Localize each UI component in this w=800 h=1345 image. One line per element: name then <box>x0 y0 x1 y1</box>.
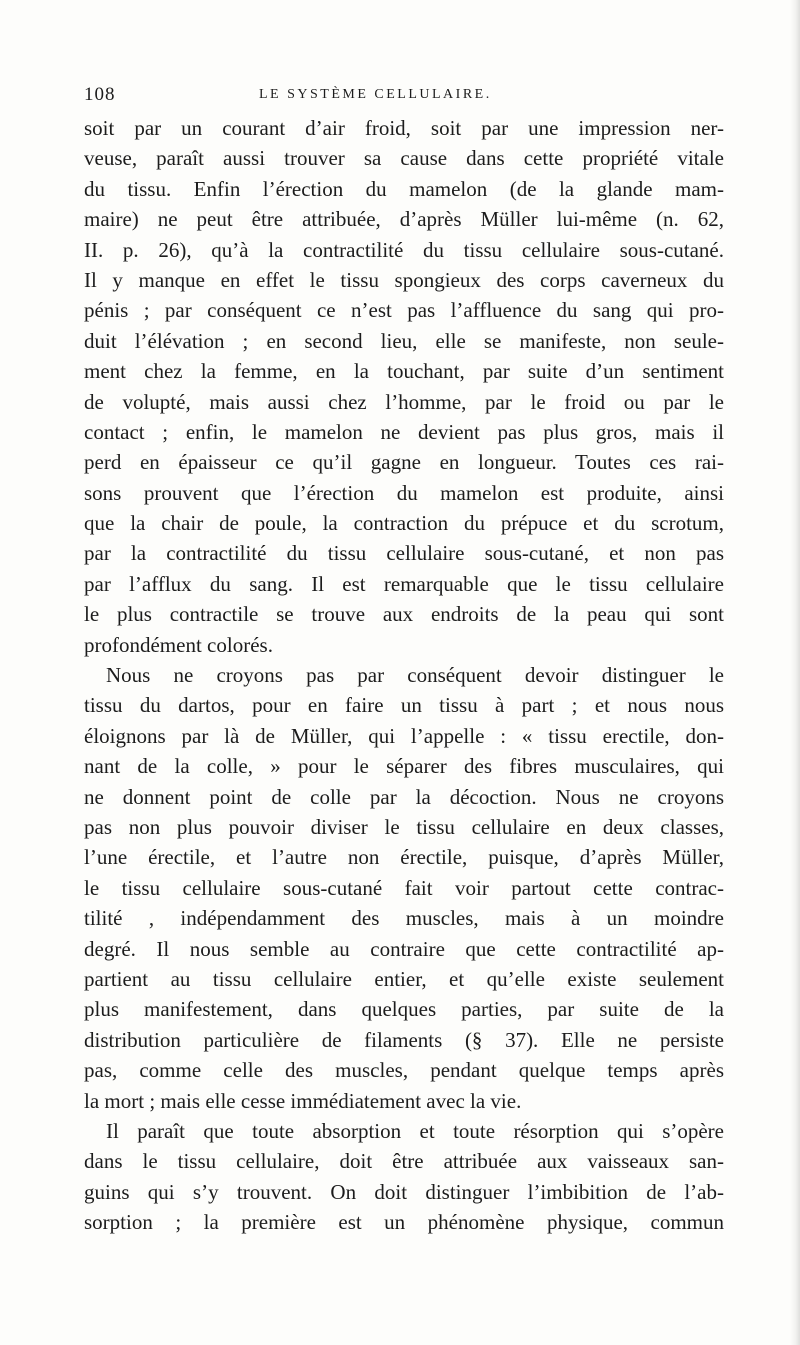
text-line: tilité , indépendamment des muscles, mais à un moindre <box>84 906 724 931</box>
text-line: éloignons par là de Müller, qui l’appelle : « tissu erectile, don- <box>84 723 724 748</box>
text-line: distribution particulière de filaments (§ 37). Elle ne persiste <box>84 1027 724 1052</box>
text-line: partient au tissu cellulaire entier, et qu’elle existe seulement <box>84 966 724 991</box>
text-line: dans le tissu cellulaire, doit être attribuée aux vaisseaux san- <box>84 1149 724 1174</box>
text-line: ment chez la femme, en la touchant, par suite d’un sentiment <box>84 359 724 384</box>
text-line: Nous ne croyons pas par conséquent devoir distinguer le <box>106 663 724 688</box>
text-line: par l’afflux du sang. Il est remarquable que le tissu cellulaire <box>84 571 724 596</box>
text-line: l’une érectile, et l’autre non érectile, puisque, d’après Müller, <box>84 845 724 870</box>
text-line: guins qui s’y trouvent. On doit distinguer l’imbibition de l’ab- <box>84 1179 724 1204</box>
text-line: ne donnent point de colle par la décoction. Nous ne croyons <box>84 784 724 809</box>
body-text <box>84 113 724 1237</box>
text-line: pénis ; par conséquent ce n’est pas l’affluence du sang qui pro- <box>84 298 724 323</box>
text-line: sorption ; la première est un phénomène physique, commun <box>84 1210 724 1235</box>
text-line: nant de la colle, » pour le séparer des fibres musculaires, qui <box>84 754 724 779</box>
text-line: II. p. 26), qu’à la contractilité du tissu cellulaire sous-cutané. <box>84 237 724 262</box>
text-line: la mort ; mais elle cesse immédiatement avec la vie. <box>84 1088 522 1113</box>
text-line: contact ; enfin, le mamelon ne devient pas plus gros, mais il <box>84 419 724 444</box>
text-line: soit par un courant d’air froid, soit par une impression ner- <box>84 116 724 140</box>
text-line: plus manifestement, dans quelques parties, par suite de la <box>84 997 724 1022</box>
text-line: de volupté, mais aussi chez l’homme, par le froid ou par le <box>84 389 724 414</box>
text-line: Il paraît que toute absorption et toute résorption qui s’opère <box>106 1118 724 1143</box>
text-line: duit l’élévation ; en second lieu, elle se manifeste, non seule- <box>84 328 724 353</box>
text-line: que la chair de poule, la contraction du prépuce et du scrotum, <box>84 511 724 536</box>
text-line: pas, comme celle des muscles, pendant quelque temps après <box>84 1058 724 1083</box>
text-line: le tissu cellulaire sous-cutané fait voir partout cette contrac- <box>84 875 724 900</box>
text-line: veuse, paraît aussi trouver sa cause dans cette propriété vitale <box>84 146 724 171</box>
text-line: degré. Il nous semble au contraire que cette contractilité ap- <box>84 936 724 961</box>
page-number: 108 <box>84 84 116 105</box>
text-line: le plus contractile se trouve aux endroits de la peau qui sont <box>84 602 724 627</box>
text-line: profondément colorés. <box>84 632 273 657</box>
text-line: du tissu. Enfin l’érection du mamelon (de la glande mam- <box>84 176 724 201</box>
text-line: tissu du dartos, pour en faire un tissu à part ; et nous nous <box>84 693 724 718</box>
page-edge-shadow <box>790 0 800 1345</box>
text-line: sons prouvent que l’érection du mamelon est produite, ainsi <box>84 480 724 505</box>
page-header <box>84 84 724 114</box>
text-line: Il y manque en effet le tissu spongieux des corps caverneux du <box>84 267 724 292</box>
text-line: par la contractilité du tissu cellulaire sous-cutané, et non pas <box>84 541 724 566</box>
running-title: LE SYSTÈME CELLULAIRE. <box>259 87 492 102</box>
text-line: pas non plus pouvoir diviser le tissu cellulaire en deux classes, <box>84 814 724 839</box>
text-line: perd en épaisseur ce qu’il gagne en longueur. Toutes ces rai- <box>84 450 724 475</box>
text-line: maire) ne peut être attribuée, d’après Müller lui-même (n. 62, <box>84 207 724 232</box>
